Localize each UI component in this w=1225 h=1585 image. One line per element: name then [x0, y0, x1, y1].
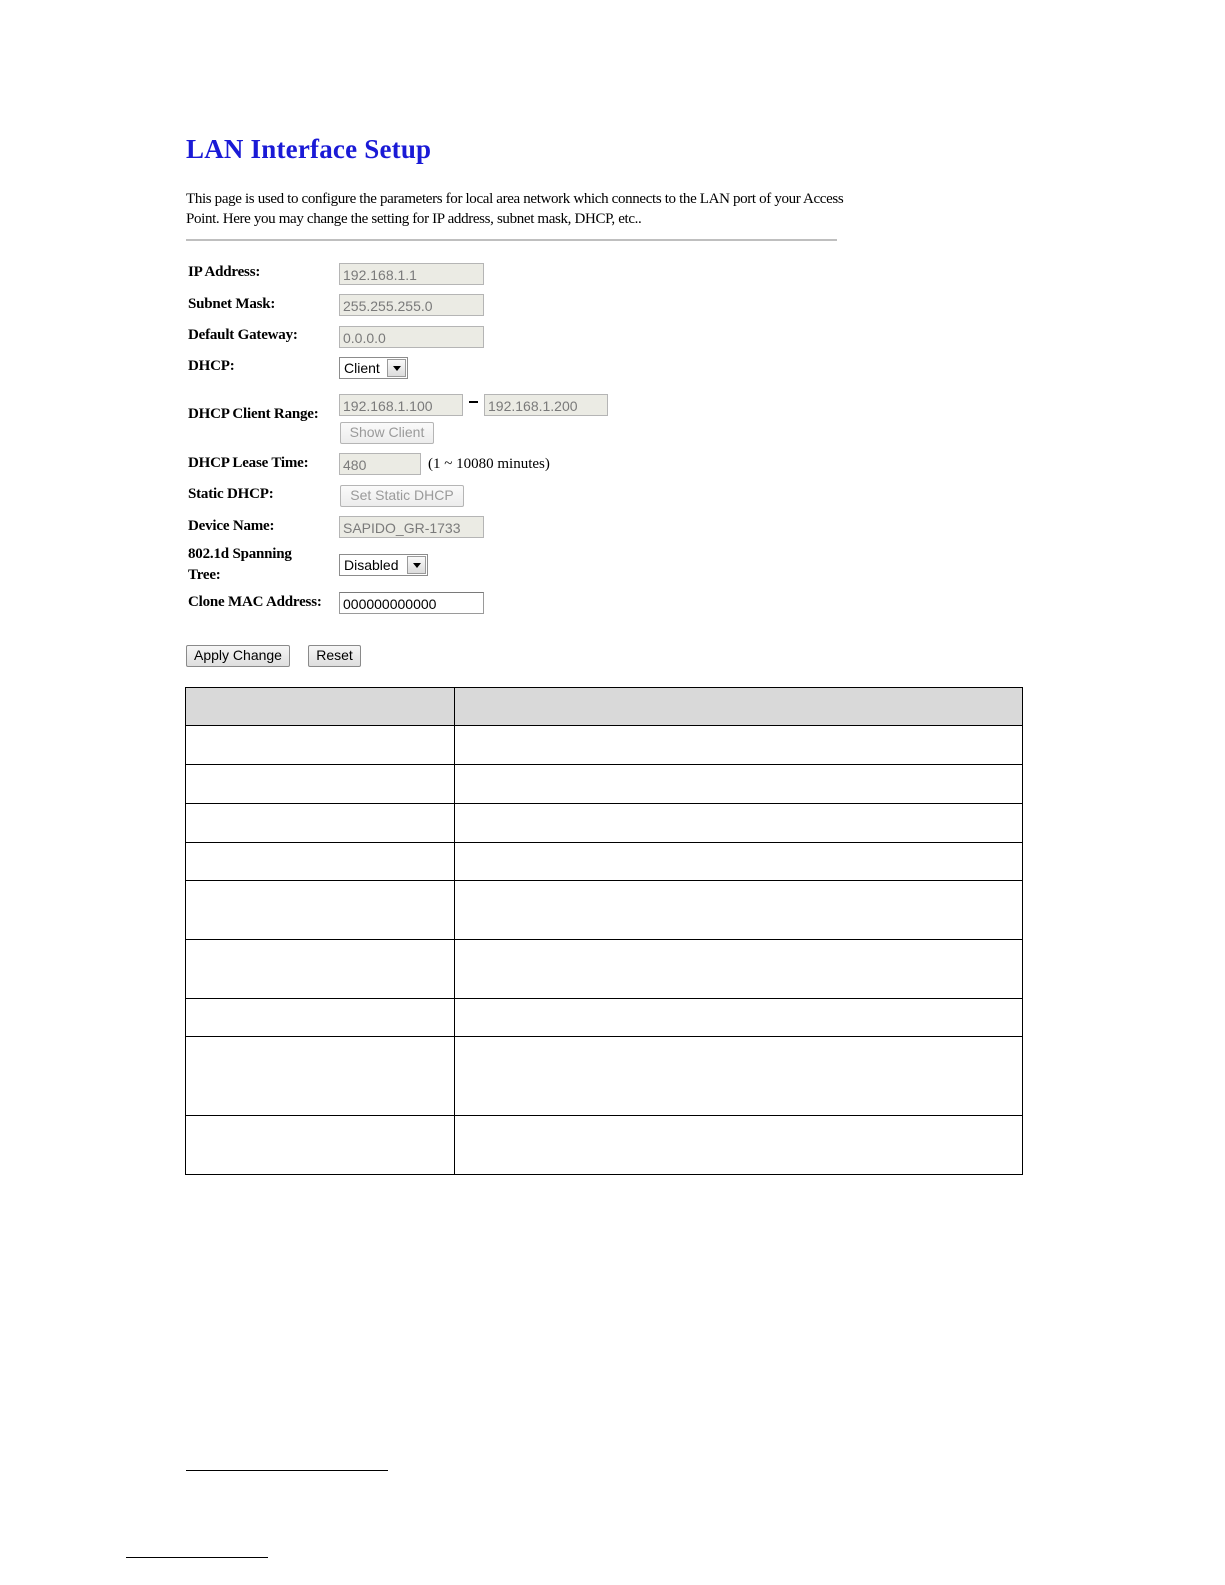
subnet-mask-field[interactable]: 255.255.255.0: [339, 294, 484, 316]
table-cell: [455, 940, 1023, 999]
table-row: [186, 804, 1023, 843]
reset-button[interactable]: Reset: [308, 645, 361, 667]
dhcp-lease-time-label: DHCP Lease Time:: [188, 455, 309, 471]
default-gateway-field[interactable]: 0.0.0.0: [339, 326, 484, 348]
range-separator: [469, 401, 478, 403]
dhcp-select[interactable]: [339, 357, 408, 379]
dhcp-range-end-field[interactable]: 192.168.1.200: [484, 394, 608, 416]
table-cell: [455, 1037, 1023, 1116]
set-static-dhcp-button[interactable]: Set Static DHCP: [340, 485, 464, 507]
table-header-cell: [455, 688, 1023, 726]
table-cell: [186, 843, 455, 881]
table-row: [186, 940, 1023, 999]
table-cell: [186, 726, 455, 765]
table-cell: [455, 726, 1023, 765]
table-cell: [186, 804, 455, 843]
apply-change-button[interactable]: Apply Change: [186, 645, 290, 667]
table-row: [186, 881, 1023, 940]
table-cell: [455, 1116, 1023, 1175]
chevron-down-icon[interactable]: [407, 556, 426, 574]
table-cell: [455, 843, 1023, 881]
table-row: [186, 999, 1023, 1037]
table-header-cell: [186, 688, 455, 726]
static-dhcp-label: Static DHCP:: [188, 486, 274, 502]
ip-address-label: IP Address:: [188, 264, 261, 280]
table-cell: [186, 940, 455, 999]
table-cell: [186, 999, 455, 1037]
table-row: [186, 765, 1023, 804]
clone-mac-field[interactable]: 000000000000: [339, 592, 484, 614]
table-row: [186, 1037, 1023, 1116]
dhcp-range-start-field[interactable]: 192.168.1.100: [339, 394, 463, 416]
table-cell: [455, 999, 1023, 1037]
page-description: This page is used to configure the parameters for local area network which connects to the LAN port of your Access Point. Here you may change the setting for IP address, subnet mask, DHCP, etc..: [186, 191, 844, 227]
spanning-tree-select[interactable]: [339, 554, 428, 576]
table-cell: [186, 1037, 455, 1116]
description-table: [185, 687, 1023, 1175]
clone-mac-label: Clone MAC Address:: [188, 594, 322, 610]
dhcp-lease-time-field[interactable]: 480: [339, 453, 421, 475]
dhcp-select-value: Client: [344, 360, 380, 376]
table-cell: [186, 1116, 455, 1175]
footer-rule: [126, 1557, 268, 1558]
table-cell: [455, 804, 1023, 843]
lease-time-range-note: (1 ~ 10080 minutes): [428, 456, 550, 472]
subnet-mask-label: Subnet Mask:: [188, 296, 276, 312]
device-name-field[interactable]: SAPIDO_GR-1733: [339, 516, 484, 538]
table-row: [186, 843, 1023, 881]
spanning-tree-label: 802.1d Spanning: [188, 546, 292, 562]
dhcp-client-range-label: DHCP Client Range:: [188, 406, 319, 422]
page-title: LAN Interface Setup: [186, 134, 432, 164]
table-cell: [455, 881, 1023, 940]
dhcp-label: DHCP:: [188, 358, 235, 374]
table-cell: [455, 765, 1023, 804]
footnote-separator: [186, 1470, 388, 1471]
table-cell: [186, 765, 455, 804]
table-cell: [186, 881, 455, 940]
device-name-label: Device Name:: [188, 518, 275, 534]
show-client-button[interactable]: Show Client: [340, 422, 434, 444]
chevron-down-icon[interactable]: [387, 359, 406, 377]
spanning-tree-label-line2: Tree:: [188, 567, 221, 583]
table-header-row: [186, 688, 1023, 726]
ip-address-field[interactable]: 192.168.1.1: [339, 263, 484, 285]
table-row: [186, 1116, 1023, 1175]
default-gateway-label: Default Gateway:: [188, 327, 298, 343]
divider: [186, 239, 837, 241]
spanning-tree-select-value: Disabled: [344, 557, 399, 573]
table-row: [186, 726, 1023, 765]
